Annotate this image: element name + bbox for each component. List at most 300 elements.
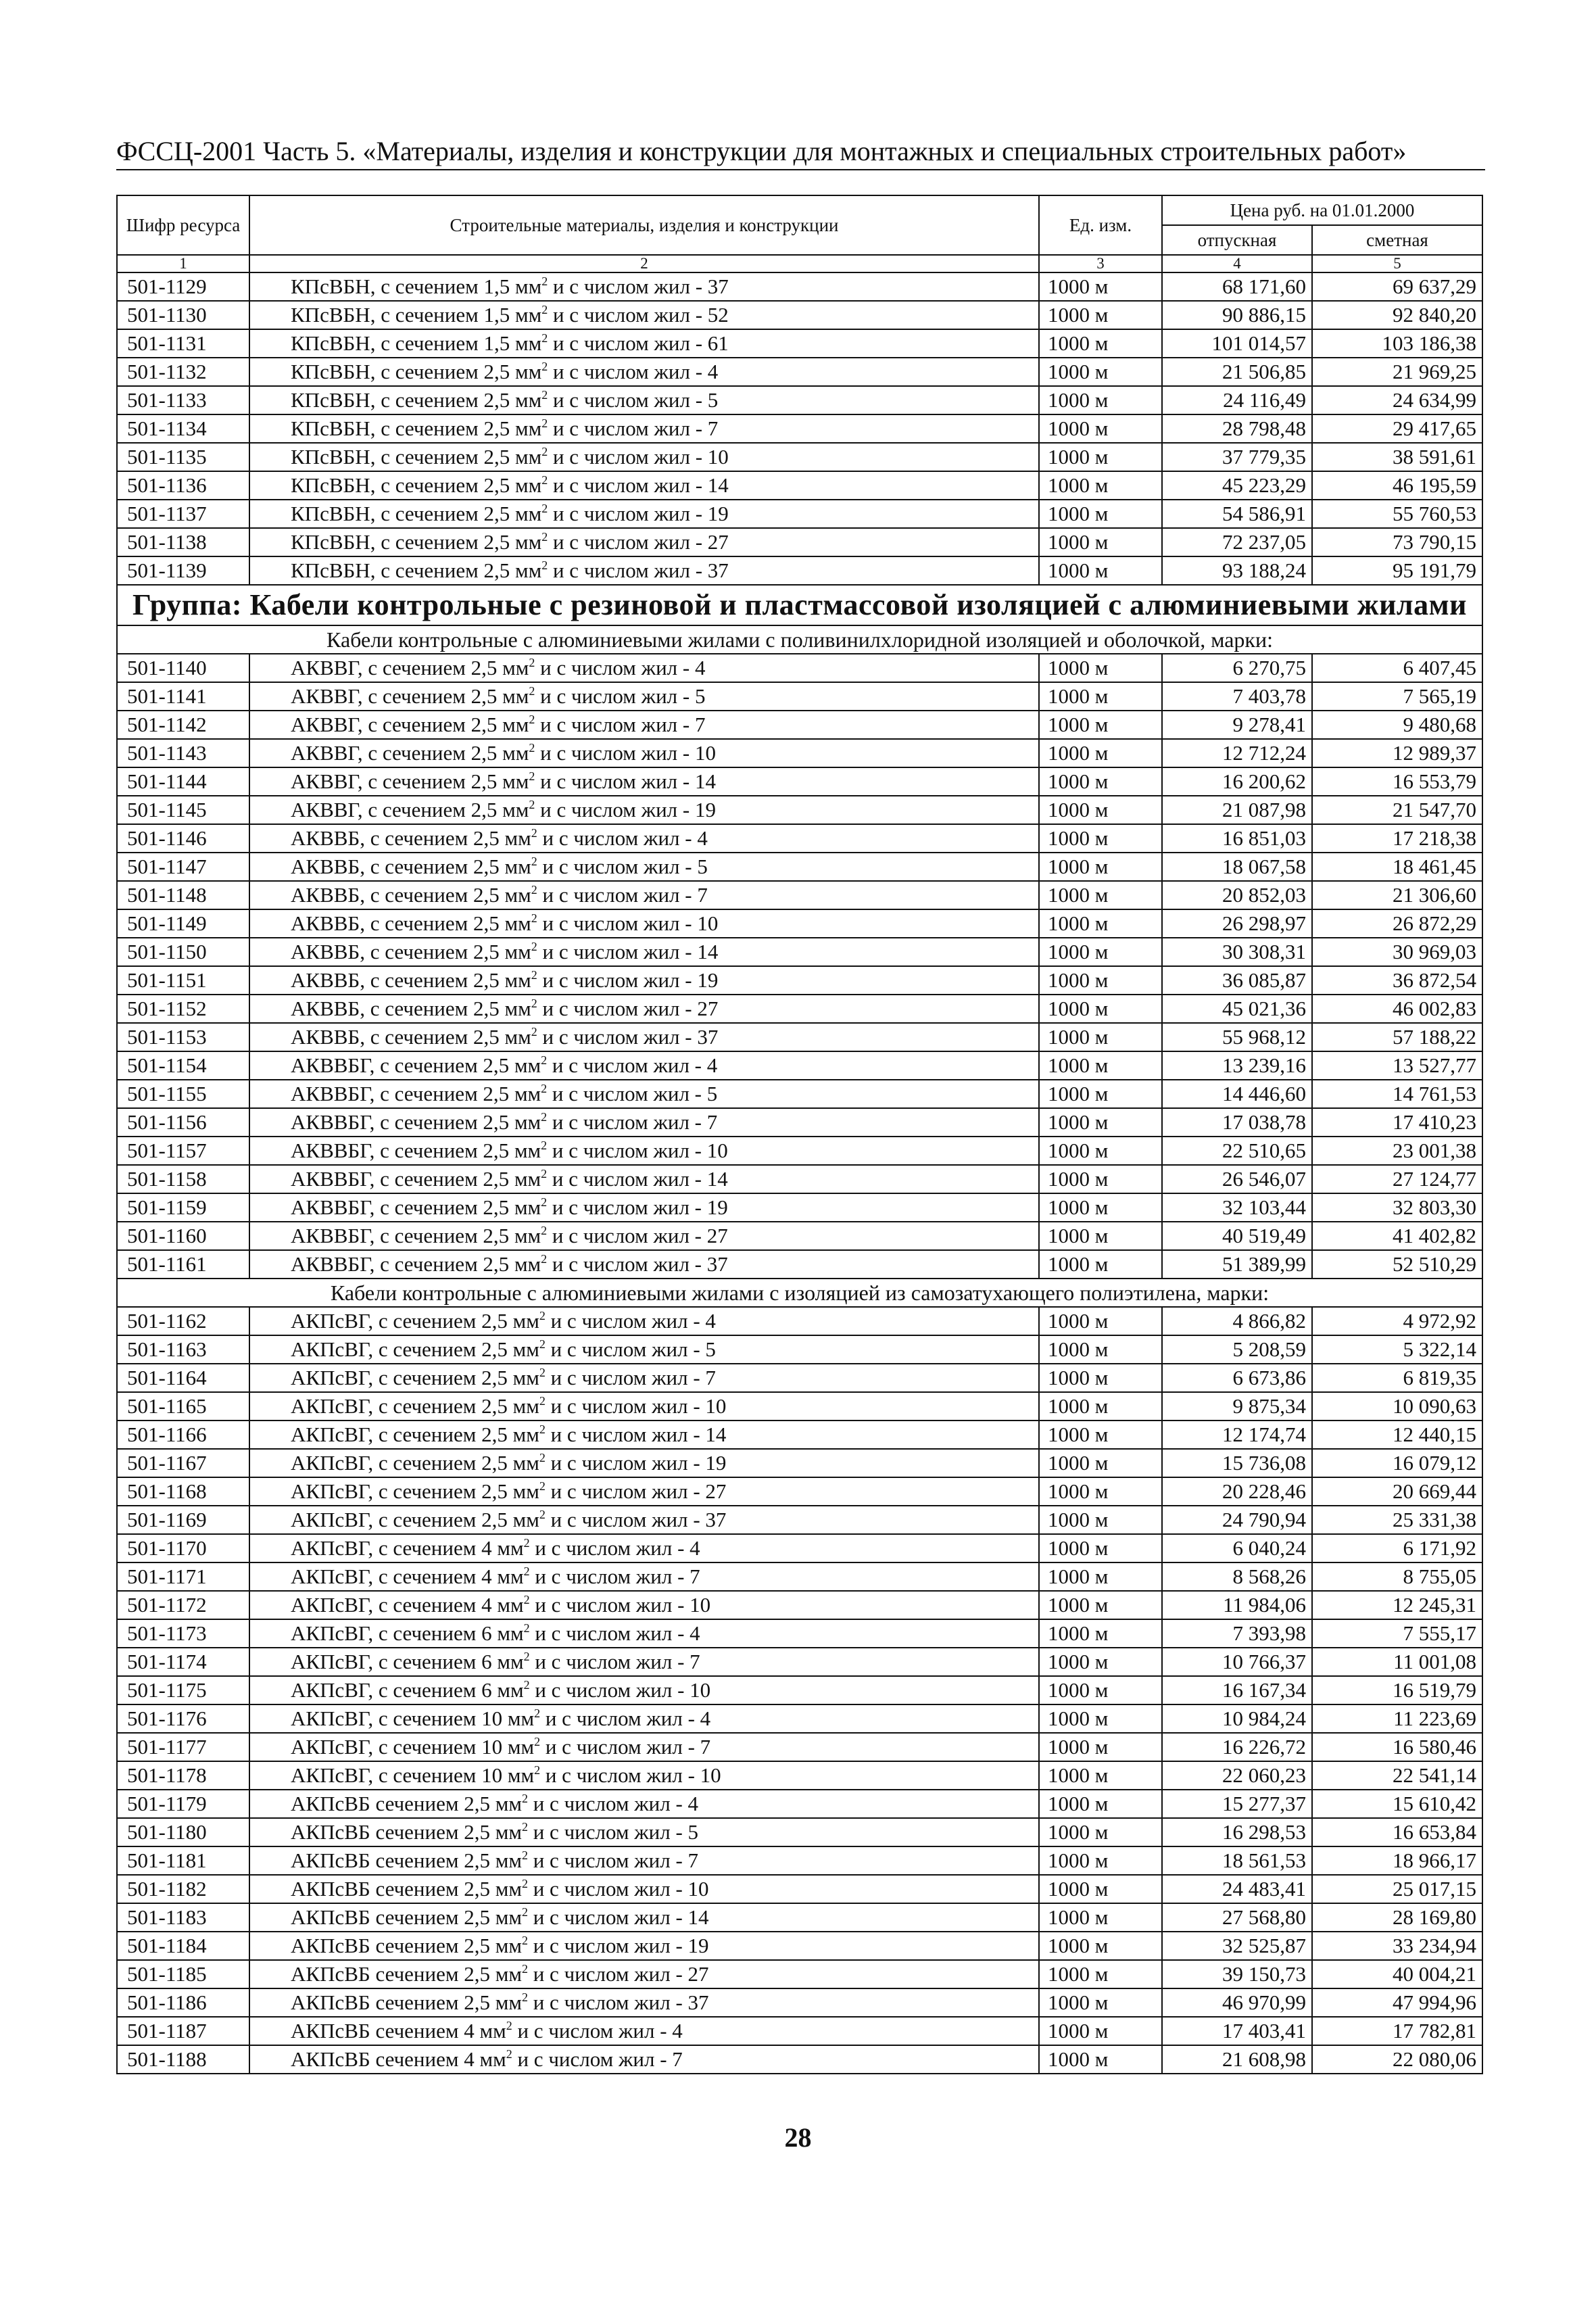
resource-code: 501-1160 (117, 1222, 249, 1250)
material-name: АКПсВГ, с сечением 2,5 $мм^2$ и с числом жил - 19 (249, 1449, 1039, 1477)
release-price: 46 970,99 (1162, 1988, 1312, 2017)
estimate-price: 38 591,61 (1312, 443, 1482, 471)
table-row (117, 1761, 1482, 1790)
unit-of-measure: 1000 м (1039, 1023, 1162, 1051)
unit-of-measure: 1000 м (1039, 528, 1162, 556)
unit-of-measure: 1000 м (1039, 1193, 1162, 1222)
release-price: 24 483,41 (1162, 1875, 1312, 1903)
resource-code: 501-1153 (117, 1023, 249, 1051)
unit-of-measure: 1000 м (1039, 1449, 1162, 1477)
unit-of-measure: 1000 м (1039, 414, 1162, 443)
subgroup2-title: Кабели контрольные с алюминиевыми жилами с изоляцией из самозатухающего полиэтилена, марки: (117, 1279, 1482, 1307)
table-row (117, 301, 1482, 329)
release-price: 7 403,78 (1162, 682, 1312, 711)
estimate-price: 16 519,79 (1312, 1676, 1482, 1704)
resource-code: 501-1179 (117, 1790, 249, 1818)
unit-of-measure: 1000 м (1039, 1562, 1162, 1591)
table-row (117, 767, 1482, 796)
material-name: АКПсВГ, с сечением 2,5 $мм^2$ и с числом жил - 14 (249, 1421, 1039, 1449)
release-price: 14 446,60 (1162, 1080, 1312, 1108)
resource-code: 501-1154 (117, 1051, 249, 1080)
table-row (117, 1023, 1482, 1051)
material-name: АКВВБ, с сечением 2,5 $мм^2$ и с числом жил - 4 (249, 824, 1039, 853)
release-price: 26 298,97 (1162, 909, 1312, 938)
material-name: КПсВБН, с сечением 2,5 $мм^2$ и с числом жил - 10 (249, 443, 1039, 471)
subgroup-title-row (117, 625, 1482, 654)
release-price: 7 393,98 (1162, 1619, 1312, 1648)
resource-code: 501-1135 (117, 443, 249, 471)
release-price: 16 298,53 (1162, 1818, 1312, 1846)
table-row (117, 1932, 1482, 1960)
table-row (117, 528, 1482, 556)
material-name: КПсВБН, с сечением 2,5 $мм^2$ и с числом жил - 27 (249, 528, 1039, 556)
table-row (117, 824, 1482, 853)
release-price: 22 060,23 (1162, 1761, 1312, 1790)
unit-of-measure: 1000 м (1039, 1250, 1162, 1279)
estimate-price: 6 819,35 (1312, 1364, 1482, 1392)
material-name: АКПсВГ, с сечением 2,5 $мм^2$ и с числом жил - 4 (249, 1307, 1039, 1335)
release-price: 101 014,57 (1162, 329, 1312, 358)
resource-code: 501-1169 (117, 1506, 249, 1534)
estimate-price: 55 760,53 (1312, 500, 1482, 528)
subgroup1-rows (117, 654, 1482, 1279)
material-name: АКПсВГ, с сечением 4 $мм^2$ и с числом жил - 10 (249, 1591, 1039, 1619)
estimate-price: 17 218,38 (1312, 824, 1482, 853)
table-row (117, 1591, 1482, 1619)
estimate-price: 17 782,81 (1312, 2017, 1482, 2045)
unit-of-measure: 1000 м (1039, 767, 1162, 796)
material-name: АКПсВГ, с сечением 10 $мм^2$ и с числом жил - 4 (249, 1704, 1039, 1733)
material-name: АКВВБГ, с сечением 2,5 $мм^2$ и с числом жил - 4 (249, 1051, 1039, 1080)
unit-of-measure: 1000 м (1039, 654, 1162, 682)
material-name: АКПсВБ сечением 2,5 $мм^2$ и с числом жил - 7 (249, 1846, 1039, 1875)
estimate-price: 92 840,20 (1312, 301, 1482, 329)
release-price: 54 586,91 (1162, 500, 1312, 528)
price-table-container (116, 195, 1482, 2074)
material-name: КПсВБН, с сечением 1,5 $мм^2$ и с числом жил - 61 (249, 329, 1039, 358)
material-name: АКВВБ, с сечением 2,5 $мм^2$ и с числом жил - 19 (249, 966, 1039, 995)
material-name: АКВВБ, с сечением 2,5 $мм^2$ и с числом жил - 37 (249, 1023, 1039, 1051)
unit-of-measure: 1000 м (1039, 682, 1162, 711)
resource-code: 501-1165 (117, 1392, 249, 1421)
unit-of-measure: 1000 м (1039, 1648, 1162, 1676)
col-header-price-estimate: сметная (1312, 225, 1482, 255)
unit-of-measure: 1000 м (1039, 1704, 1162, 1733)
resource-code: 501-1131 (117, 329, 249, 358)
table-row (117, 1960, 1482, 1988)
table-row (117, 1335, 1482, 1364)
release-price: 6 040,24 (1162, 1534, 1312, 1562)
release-price: 51 389,99 (1162, 1250, 1312, 1279)
estimate-price: 16 553,79 (1312, 767, 1482, 796)
release-price: 15 277,37 (1162, 1790, 1312, 1818)
estimate-price: 26 872,29 (1312, 909, 1482, 938)
resource-code: 501-1152 (117, 995, 249, 1023)
resource-code: 501-1130 (117, 301, 249, 329)
release-price: 27 568,80 (1162, 1903, 1312, 1932)
unit-of-measure: 1000 м (1039, 1080, 1162, 1108)
estimate-price: 22 080,06 (1312, 2045, 1482, 2074)
unit-of-measure: 1000 м (1039, 471, 1162, 500)
table-row (117, 1875, 1482, 1903)
material-name: АКПсВГ, с сечением 2,5 $мм^2$ и с числом жил - 37 (249, 1506, 1039, 1534)
resource-code: 501-1183 (117, 1903, 249, 1932)
resource-code: 501-1143 (117, 739, 249, 767)
table-row (117, 1080, 1482, 1108)
estimate-price: 21 306,60 (1312, 881, 1482, 909)
resource-code: 501-1176 (117, 1704, 249, 1733)
estimate-price: 18 461,45 (1312, 853, 1482, 881)
release-price: 8 568,26 (1162, 1562, 1312, 1591)
estimate-price: 16 580,46 (1312, 1733, 1482, 1761)
unit-of-measure: 1000 м (1039, 1846, 1162, 1875)
table-row (117, 1421, 1482, 1449)
resource-code: 501-1138 (117, 528, 249, 556)
table-row (117, 1250, 1482, 1279)
release-price: 24 790,94 (1162, 1506, 1312, 1534)
table-row (117, 2045, 1482, 2074)
estimate-price: 40 004,21 (1312, 1960, 1482, 1988)
resource-code: 501-1168 (117, 1477, 249, 1506)
unit-of-measure: 1000 м (1039, 1591, 1162, 1619)
estimate-price: 21 969,25 (1312, 358, 1482, 386)
unit-of-measure: 1000 м (1039, 1506, 1162, 1534)
release-price: 18 067,58 (1162, 853, 1312, 881)
table-row (117, 358, 1482, 386)
estimate-price: 12 245,31 (1312, 1591, 1482, 1619)
estimate-price: 47 994,96 (1312, 1988, 1482, 2017)
unit-of-measure: 1000 м (1039, 938, 1162, 966)
estimate-price: 8 755,05 (1312, 1562, 1482, 1591)
release-price: 21 608,98 (1162, 2045, 1312, 2074)
release-price: 68 171,60 (1162, 272, 1312, 301)
table-row (117, 386, 1482, 414)
resource-code: 501-1185 (117, 1960, 249, 1988)
unit-of-measure: 1000 м (1039, 739, 1162, 767)
release-price: 90 886,15 (1162, 301, 1312, 329)
estimate-price: 27 124,77 (1312, 1165, 1482, 1193)
release-price: 12 174,74 (1162, 1421, 1312, 1449)
table-row (117, 272, 1482, 301)
resource-code: 501-1137 (117, 500, 249, 528)
estimate-price: 46 195,59 (1312, 471, 1482, 500)
material-name: АКВВБ, с сечением 2,5 $мм^2$ и с числом жил - 10 (249, 909, 1039, 938)
estimate-price: 21 547,70 (1312, 796, 1482, 824)
material-name: КПсВБН, с сечением 2,5 $мм^2$ и с числом жил - 5 (249, 386, 1039, 414)
estimate-price: 12 989,37 (1312, 739, 1482, 767)
resource-code: 501-1151 (117, 966, 249, 995)
estimate-price: 11 223,69 (1312, 1704, 1482, 1733)
material-name: АКВВБ, с сечением 2,5 $мм^2$ и с числом жил - 14 (249, 938, 1039, 966)
material-name: АКПсВБ сечением 2,5 $мм^2$ и с числом жил - 37 (249, 1988, 1039, 2017)
unit-of-measure: 1000 м (1039, 1165, 1162, 1193)
page-header (116, 135, 1485, 170)
material-name: АКПсВБ сечением 2,5 $мм^2$ и с числом жил - 10 (249, 1875, 1039, 1903)
group1-rows (117, 272, 1482, 585)
material-name: АКВВГ, с сечением 2,5 $мм^2$ и с числом жил - 5 (249, 682, 1039, 711)
release-price: 11 984,06 (1162, 1591, 1312, 1619)
resource-code: 501-1155 (117, 1080, 249, 1108)
estimate-price: 24 634,99 (1312, 386, 1482, 414)
material-name: АКВВБ, с сечением 2,5 $мм^2$ и с числом жил - 7 (249, 881, 1039, 909)
estimate-price: 7 565,19 (1312, 682, 1482, 711)
resource-code: 501-1175 (117, 1676, 249, 1704)
resource-code: 501-1159 (117, 1193, 249, 1222)
release-price: 16 200,62 (1162, 767, 1312, 796)
unit-of-measure: 1000 м (1039, 386, 1162, 414)
material-name: КПсВБН, с сечением 2,5 $мм^2$ и с числом жил - 37 (249, 556, 1039, 585)
resource-code: 501-1171 (117, 1562, 249, 1591)
release-price: 17 038,78 (1162, 1108, 1312, 1137)
page-header-title: ФССЦ-2001 Часть 5. «Материалы, изделия и конструкции для монтажных и специальных строительных работ» (116, 136, 1407, 166)
material-name: АКПсВБ сечением 2,5 $мм^2$ и с числом жил - 19 (249, 1932, 1039, 1960)
resource-code: 501-1186 (117, 1988, 249, 2017)
unit-of-measure: 1000 м (1039, 1392, 1162, 1421)
table-row (117, 938, 1482, 966)
table-row (117, 1676, 1482, 1704)
material-name: АКВВГ, с сечением 2,5 $мм^2$ и с числом жил - 4 (249, 654, 1039, 682)
material-name: АКВВГ, с сечением 2,5 $мм^2$ и с числом жил - 19 (249, 796, 1039, 824)
table-row (117, 471, 1482, 500)
release-price: 10 984,24 (1162, 1704, 1312, 1733)
material-name: АКВВГ, с сечением 2,5 $мм^2$ и с числом жил - 10 (249, 739, 1039, 767)
estimate-price: 5 322,14 (1312, 1335, 1482, 1364)
table-row (117, 329, 1482, 358)
resource-code: 501-1166 (117, 1421, 249, 1449)
table-row (117, 995, 1482, 1023)
release-price: 6 673,86 (1162, 1364, 1312, 1392)
unit-of-measure: 1000 м (1039, 1307, 1162, 1335)
release-price: 37 779,35 (1162, 443, 1312, 471)
material-name: АКПсВБ сечением 2,5 $мм^2$ и с числом жил - 5 (249, 1818, 1039, 1846)
unit-of-measure: 1000 м (1039, 1676, 1162, 1704)
unit-of-measure: 1000 м (1039, 711, 1162, 739)
unit-of-measure: 1000 м (1039, 1108, 1162, 1137)
estimate-price: 12 440,15 (1312, 1421, 1482, 1449)
unit-of-measure: 1000 м (1039, 1932, 1162, 1960)
release-price: 32 103,44 (1162, 1193, 1312, 1222)
resource-code: 501-1147 (117, 853, 249, 881)
release-price: 39 150,73 (1162, 1960, 1312, 1988)
table-row (117, 1562, 1482, 1591)
material-name: АКВВГ, с сечением 2,5 $мм^2$ и с числом жил - 7 (249, 711, 1039, 739)
estimate-price: 6 407,45 (1312, 654, 1482, 682)
table-row (117, 909, 1482, 938)
col-header-unit: Ед. изм. (1039, 195, 1162, 255)
release-price: 12 712,24 (1162, 739, 1312, 767)
unit-of-measure: 1000 м (1039, 2045, 1162, 2074)
estimate-price: 20 669,44 (1312, 1477, 1482, 1506)
estimate-price: 22 541,14 (1312, 1761, 1482, 1790)
table-row (117, 881, 1482, 909)
estimate-price: 30 969,03 (1312, 938, 1482, 966)
table-row (117, 1137, 1482, 1165)
unit-of-measure: 1000 м (1039, 1960, 1162, 1988)
release-price: 36 085,87 (1162, 966, 1312, 995)
resource-code: 501-1182 (117, 1875, 249, 1903)
resource-code: 501-1174 (117, 1648, 249, 1676)
release-price: 45 021,36 (1162, 995, 1312, 1023)
release-price: 15 736,08 (1162, 1449, 1312, 1477)
resource-code: 501-1173 (117, 1619, 249, 1648)
table-row (117, 966, 1482, 995)
resource-code: 501-1181 (117, 1846, 249, 1875)
resource-code: 501-1184 (117, 1932, 249, 1960)
col-header-code: Шифр ресурса (117, 195, 249, 255)
unit-of-measure: 1000 м (1039, 966, 1162, 995)
estimate-price: 95 191,79 (1312, 556, 1482, 585)
estimate-price: 29 417,65 (1312, 414, 1482, 443)
table-row (117, 1733, 1482, 1761)
release-price: 20 852,03 (1162, 881, 1312, 909)
table-row (117, 1619, 1482, 1648)
resource-code: 501-1148 (117, 881, 249, 909)
unit-of-measure: 1000 м (1039, 358, 1162, 386)
col-number: 2 (249, 255, 1039, 272)
subgroup-title-row (117, 1279, 1482, 1307)
resource-code: 501-1167 (117, 1449, 249, 1477)
unit-of-measure: 1000 м (1039, 1534, 1162, 1562)
estimate-price: 11 001,08 (1312, 1648, 1482, 1676)
release-price: 16 851,03 (1162, 824, 1312, 853)
release-price: 4 866,82 (1162, 1307, 1312, 1335)
col-header-price-group: Цена руб. на 01.01.2000 (1162, 195, 1482, 225)
release-price: 13 239,16 (1162, 1051, 1312, 1080)
table-row (117, 1818, 1482, 1846)
estimate-price: 25 331,38 (1312, 1506, 1482, 1534)
col-number: 3 (1039, 255, 1162, 272)
release-price: 17 403,41 (1162, 2017, 1312, 2045)
resource-code: 501-1188 (117, 2045, 249, 2074)
table-row (117, 1790, 1482, 1818)
price-table (116, 195, 1483, 2074)
table-row (117, 1648, 1482, 1676)
estimate-price: 7 555,17 (1312, 1619, 1482, 1648)
resource-code: 501-1162 (117, 1307, 249, 1335)
estimate-price: 57 188,22 (1312, 1023, 1482, 1051)
unit-of-measure: 1000 м (1039, 1051, 1162, 1080)
release-price: 55 968,12 (1162, 1023, 1312, 1051)
material-name: АКВВБГ, с сечением 2,5 $мм^2$ и с числом жил - 37 (249, 1250, 1039, 1279)
table-row (117, 1193, 1482, 1222)
resource-code: 501-1172 (117, 1591, 249, 1619)
unit-of-measure: 1000 м (1039, 1790, 1162, 1818)
unit-of-measure: 1000 м (1039, 909, 1162, 938)
release-price: 72 237,05 (1162, 528, 1312, 556)
table-row (117, 711, 1482, 739)
table-row (117, 1846, 1482, 1875)
table-row (117, 739, 1482, 767)
material-name: АКВВБГ, с сечением 2,5 $мм^2$ и с числом жил - 14 (249, 1165, 1039, 1193)
release-price: 28 798,48 (1162, 414, 1312, 443)
resource-code: 501-1136 (117, 471, 249, 500)
estimate-price: 4 972,92 (1312, 1307, 1482, 1335)
table-row (117, 853, 1482, 881)
material-name: КПсВБН, с сечением 1,5 $мм^2$ и с числом жил - 52 (249, 301, 1039, 329)
table-row (117, 1903, 1482, 1932)
table-row (117, 500, 1482, 528)
resource-code: 501-1161 (117, 1250, 249, 1279)
resource-code: 501-1142 (117, 711, 249, 739)
unit-of-measure: 1000 м (1039, 1875, 1162, 1903)
table-row (117, 1165, 1482, 1193)
estimate-price: 18 966,17 (1312, 1846, 1482, 1875)
material-name: АКПсВБ сечением 2,5 $мм^2$ и с числом жил - 4 (249, 1790, 1039, 1818)
estimate-price: 25 017,15 (1312, 1875, 1482, 1903)
estimate-price: 33 234,94 (1312, 1932, 1482, 1960)
resource-code: 501-1187 (117, 2017, 249, 2045)
unit-of-measure: 1000 м (1039, 2017, 1162, 2045)
resource-code: 501-1177 (117, 1733, 249, 1761)
material-name: АКВВБГ, с сечением 2,5 $мм^2$ и с числом жил - 27 (249, 1222, 1039, 1250)
table-row (117, 1988, 1482, 2017)
table-row (117, 1108, 1482, 1137)
unit-of-measure: 1000 м (1039, 500, 1162, 528)
material-name: КПсВБН, с сечением 1,5 $мм^2$ и с числом жил - 37 (249, 272, 1039, 301)
col-number: 1 (117, 255, 249, 272)
table-row (117, 1307, 1482, 1335)
table-row (117, 443, 1482, 471)
group-title: Группа: Кабели контрольные с резиновой и пластмассовой изоляцией с алюминиевыми жилами (117, 585, 1482, 625)
release-price: 24 116,49 (1162, 386, 1312, 414)
release-price: 30 308,31 (1162, 938, 1312, 966)
estimate-price: 52 510,29 (1312, 1250, 1482, 1279)
resource-code: 501-1156 (117, 1108, 249, 1137)
table-row (117, 1704, 1482, 1733)
table-row (117, 1392, 1482, 1421)
resource-code: 501-1170 (117, 1534, 249, 1562)
unit-of-measure: 1000 м (1039, 1733, 1162, 1761)
unit-of-measure: 1000 м (1039, 1335, 1162, 1364)
material-name: АКПсВГ, с сечением 2,5 $мм^2$ и с числом жил - 27 (249, 1477, 1039, 1506)
resource-code: 501-1157 (117, 1137, 249, 1165)
table-row (117, 1506, 1482, 1534)
col-header-name: Строительные материалы, изделия и конструкции (249, 195, 1039, 255)
estimate-price: 16 079,12 (1312, 1449, 1482, 1477)
material-name: АКВВБГ, с сечением 2,5 $мм^2$ и с числом жил - 7 (249, 1108, 1039, 1137)
estimate-price: 73 790,15 (1312, 528, 1482, 556)
estimate-price: 10 090,63 (1312, 1392, 1482, 1421)
col-header-price-release: отпускная (1162, 225, 1312, 255)
table-row (117, 2017, 1482, 2045)
estimate-price: 9 480,68 (1312, 711, 1482, 739)
estimate-price: 32 803,30 (1312, 1193, 1482, 1222)
material-name: АКВВБ, с сечением 2,5 $мм^2$ и с числом жил - 5 (249, 853, 1039, 881)
material-name: АКПсВГ, с сечением 10 $мм^2$ и с числом жил - 10 (249, 1761, 1039, 1790)
table-row (117, 1449, 1482, 1477)
table-row (117, 796, 1482, 824)
material-name: АКВВБГ, с сечением 2,5 $мм^2$ и с числом жил - 19 (249, 1193, 1039, 1222)
material-name: АКПсВГ, с сечением 2,5 $мм^2$ и с числом жил - 5 (249, 1335, 1039, 1364)
subgroup2-rows (117, 1307, 1482, 2074)
material-name: АКВВБГ, с сечением 2,5 $мм^2$ и с числом жил - 10 (249, 1137, 1039, 1165)
release-price: 20 228,46 (1162, 1477, 1312, 1506)
estimate-price: 41 402,82 (1312, 1222, 1482, 1250)
release-price: 18 561,53 (1162, 1846, 1312, 1875)
release-price: 16 226,72 (1162, 1733, 1312, 1761)
material-name: АКПсВБ сечением 2,5 $мм^2$ и с числом жил - 27 (249, 1960, 1039, 1988)
estimate-price: 6 171,92 (1312, 1534, 1482, 1562)
unit-of-measure: 1000 м (1039, 1988, 1162, 2017)
resource-code: 501-1150 (117, 938, 249, 966)
material-name: КПсВБН, с сечением 2,5 $мм^2$ и с числом жил - 14 (249, 471, 1039, 500)
estimate-price: 16 653,84 (1312, 1818, 1482, 1846)
resource-code: 501-1139 (117, 556, 249, 585)
table-row (117, 1222, 1482, 1250)
table-row (117, 1477, 1482, 1506)
unit-of-measure: 1000 м (1039, 881, 1162, 909)
estimate-price: 13 527,77 (1312, 1051, 1482, 1080)
